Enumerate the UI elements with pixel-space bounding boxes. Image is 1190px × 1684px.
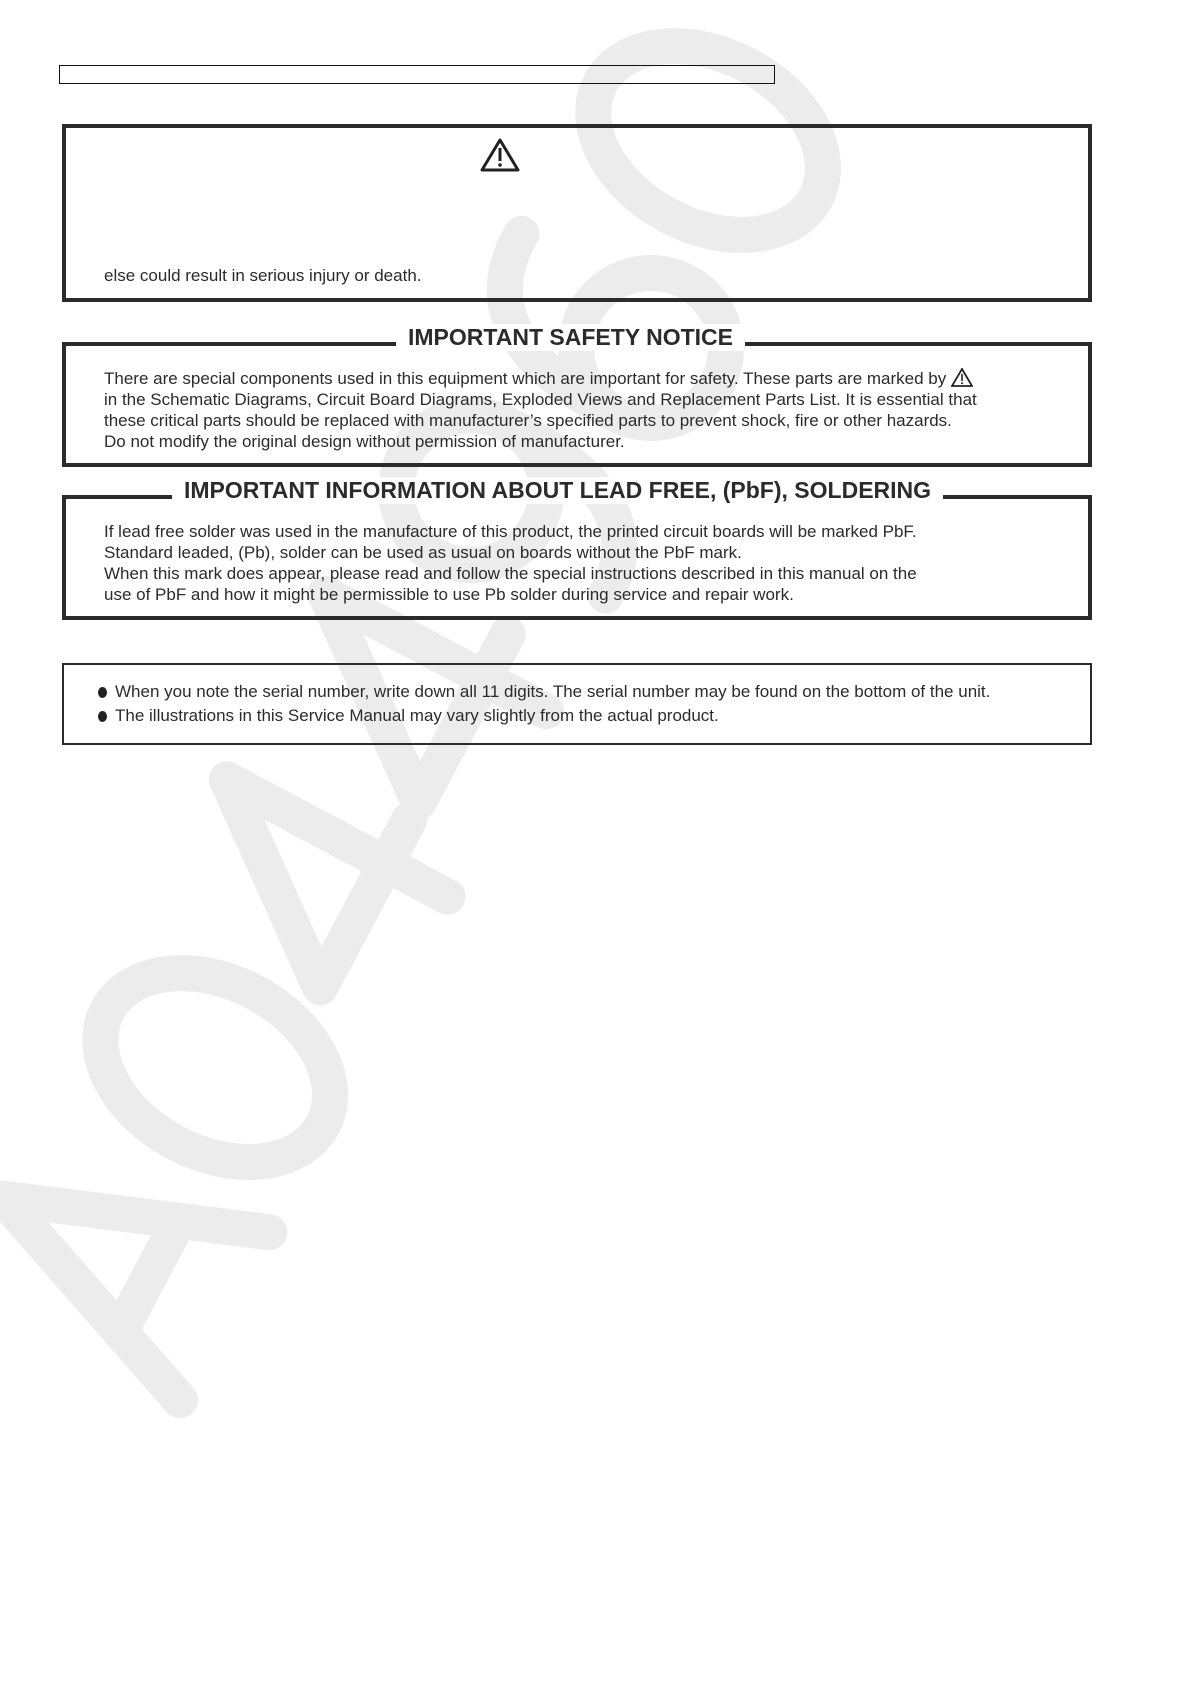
note-item [98, 704, 990, 728]
warning-box [62, 124, 1092, 302]
safety-line [104, 368, 977, 389]
lead-free-line: If lead free solder was used in the manufacture of this product, the printed circuit boards will be marked PbF. [104, 522, 917, 541]
safety-line: these critical parts should be replaced with manufacturer’s specified parts to prevent shock, fire or other hazards. [104, 411, 952, 430]
safety-notice-title: IMPORTANT SAFETY NOTICE [396, 324, 745, 351]
note-text: The illustrations in this Service Manual may vary slightly from the actual product. [115, 706, 719, 725]
safety-line: Do not modify the original design without permission of manufacturer. [104, 432, 625, 451]
note-item [98, 680, 990, 704]
warning-triangle-icon [951, 368, 973, 387]
watermark-glyph [161, 735, 471, 1020]
lead-free-line: When this mark does appear, please read and follow the special instructions described in this manual on the [104, 564, 917, 583]
warning-text: else could result in serious injury or death. [104, 266, 422, 285]
lead-free-title: IMPORTANT INFORMATION ABOUT LEAD FREE, (PbF), SOLDERING [172, 477, 943, 504]
note-text: When you note the serial number, write down all 11 digits. The serial number may be found on the bottom of the unit. [115, 682, 991, 701]
bullet-icon [98, 687, 107, 698]
notes-box [62, 663, 1092, 745]
safety-line: in the Schematic Diagrams, Circuit Board Diagrams, Exploded Views and Replacement Parts List. It is essential that [104, 390, 977, 409]
watermark-glyph [68, 935, 363, 1200]
bullet-icon [98, 711, 107, 722]
watermark-glyph [0, 1115, 269, 1400]
safety-line-text: There are special components used in this equipment which are important for safety. These parts are marked by [104, 369, 947, 388]
safety-notice-box [62, 324, 1092, 467]
header-box [59, 65, 775, 84]
lead-free-line: Standard leaded, (Pb), solder can be used as usual on boards without the PbF mark. [104, 543, 742, 562]
warning-triangle-icon [480, 138, 520, 172]
lead-free-line: use of PbF and how it might be permissible to use Pb solder during service and repair work. [104, 585, 794, 604]
lead-free-box [62, 477, 1092, 620]
